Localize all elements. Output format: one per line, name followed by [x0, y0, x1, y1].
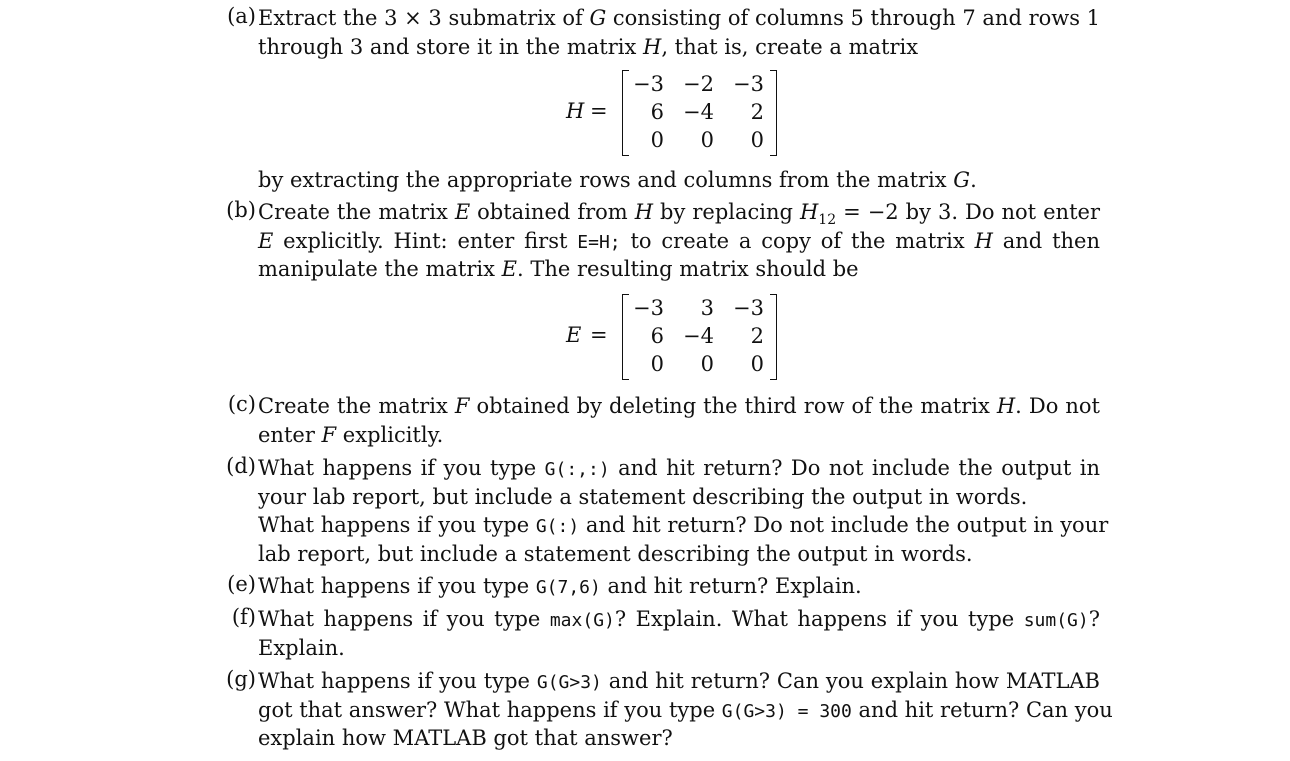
- right-bracket: [770, 294, 777, 380]
- text-line: What happens if you type max(G)? Explain. What happens if you type sum(G)?: [258, 607, 1100, 631]
- matrix-h: [560, 70, 790, 156]
- matrix-cell: −2: [683, 72, 714, 96]
- matrix-cell: −3: [733, 72, 764, 96]
- text-line: Explain.: [258, 635, 345, 660]
- equals-sign: =: [590, 323, 608, 347]
- text-line: Create the matrix F obtained by deleting the third row of the matrix H. Do not: [258, 394, 1100, 418]
- text-line: enter F explicitly.: [258, 422, 444, 447]
- matrix-cell: −3: [633, 72, 664, 96]
- item-a: [214, 4, 1100, 61]
- item-label: (g): [226, 667, 256, 691]
- matrix-cell: −3: [733, 296, 764, 320]
- item-label: (c): [227, 392, 256, 416]
- matrix-cell: 0: [650, 128, 664, 152]
- matrix-cell: −4: [683, 324, 714, 348]
- matrix-cell: 0: [700, 352, 714, 376]
- item-g: [214, 667, 1113, 753]
- text-line: by extracting the appropriate rows and columns from the matrix G.: [258, 168, 977, 192]
- text-line: Create the matrix E obtained from H by replacing $H_{12} = -2$ by 3. Do not enter: [258, 200, 1100, 229]
- item-label: (e): [227, 572, 256, 596]
- matrix-cell: 0: [750, 352, 764, 376]
- matrix-cell: −4: [683, 100, 714, 124]
- item-label: (f): [231, 605, 256, 629]
- matrix-cell: 2: [750, 100, 764, 124]
- item-label: (d): [226, 454, 256, 478]
- text-line: Extract the 3 × 3 submatrix of G consisting of columns 5 through 7 and rows 1: [258, 6, 1101, 30]
- right-bracket: [770, 70, 777, 156]
- matrix-cell: 6: [650, 100, 664, 124]
- matrix-cell: 3: [700, 296, 714, 320]
- matrix-name: E: [566, 323, 582, 347]
- text-line: What happens if you type G(:,:) and hit return? Do not include the output in: [258, 456, 1100, 480]
- text-line: through 3 and store it in the matrix H, that is, create a matrix: [258, 34, 919, 59]
- text-line: What happens if you type G(:) and hit return? Do not include the output in your: [258, 513, 1109, 537]
- text-line: your lab report, but include a statement describing the output in words.: [258, 484, 1028, 509]
- matrix-e: [560, 294, 790, 380]
- matrix-cell: 0: [650, 352, 664, 376]
- matrix-cell: 0: [700, 128, 714, 152]
- item-label: (a): [227, 4, 256, 28]
- item-label: (b): [226, 198, 256, 222]
- matrix-name: H: [566, 99, 585, 123]
- text-line: lab report, but include a statement describing the output in words.: [258, 541, 973, 566]
- matrix-cell: −3: [633, 296, 664, 320]
- item-c: [214, 392, 1100, 449]
- matrix-cell: 6: [650, 324, 664, 348]
- item-b: [214, 198, 1100, 284]
- equals-sign: =: [590, 99, 608, 123]
- item-a-continued: [214, 166, 1100, 195]
- item-e: [214, 572, 1100, 601]
- item-d: [214, 454, 1109, 568]
- text-line: got that answer? What happens if you type G(G>3) = 300 and hit return? Can you: [258, 697, 1113, 722]
- text-line: explain how MATLAB got that answer?: [258, 726, 673, 750]
- text-line: manipulate the matrix E. The resulting matrix should be: [258, 257, 859, 281]
- text-line: What happens if you type G(G>3) and hit return? Can you explain how MATLAB: [258, 669, 1100, 693]
- item-f: [214, 605, 1100, 662]
- matrix-cell: 0: [750, 128, 764, 152]
- matrix-cell: 2: [750, 324, 764, 348]
- text-line: E explicitly. Hint: enter first E=H; to create a copy of the matrix H and then: [258, 228, 1101, 253]
- text-line: What happens if you type G(7,6) and hit return? Explain.: [258, 574, 862, 598]
